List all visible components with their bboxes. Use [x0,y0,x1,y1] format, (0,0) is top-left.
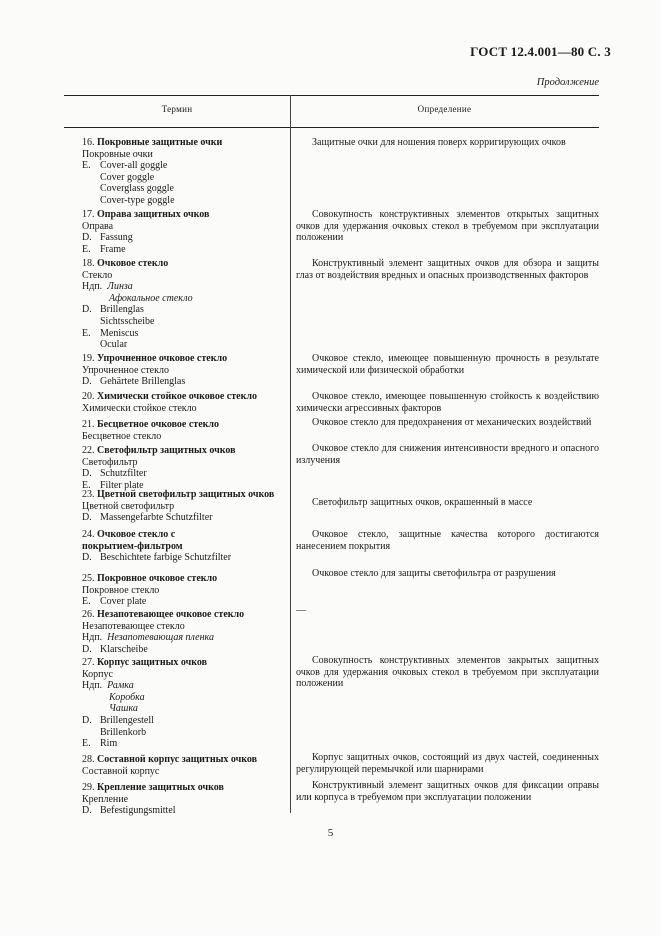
term-heading [82,137,288,149]
term-lang-label: E. [82,160,91,172]
term-line [82,316,288,328]
term-lang-label: E. [82,243,91,255]
term-heading [82,529,288,541]
term-line [82,281,288,293]
term-synonym: Cover-all goggle [100,160,168,172]
term-lang-label: D. [82,304,92,316]
term-synonym: Brillengestell [100,714,154,726]
term-number: 19. [82,353,95,364]
term-lang-label: E. [82,596,91,608]
term-entry [0,353,288,388]
term-lang-label: D. [82,714,92,726]
term-line [82,293,288,305]
term-entry [0,657,288,750]
term-lang-label: D. [82,376,92,388]
column-header-term: Термин [161,104,193,114]
term-heading [82,258,288,270]
term-line [82,244,288,256]
term-line [82,727,288,739]
term-number: 26. [82,609,95,620]
term-synonym: Химически стойкое стекло [82,402,197,414]
term-entry [0,609,288,655]
term-line [82,270,288,282]
term-synonym: Sichtsscheibe [100,315,155,327]
term-synonym: Rim [100,738,118,750]
definition-text: Совокупность конструктивных элементов открытых защитных очков для удержания очковых стекол в требуемом при эксплуатации положении [296,209,599,244]
definition-text: — [296,605,306,616]
term-synonym: Frame [100,243,126,255]
term-synonym: Meniscus [100,327,139,339]
term-synonym: Massengefarbte Schutzfilter [100,512,213,524]
definition-text: Конструктивный элемент защитных очков для обзора и защиты глаз от воздействия вредных и опасных производственных факторов [296,258,599,281]
term-synonym: Рамка [107,680,134,692]
definition-text: Защитные очки для ношения поверх корригирующих очков [312,137,566,148]
term-heading [82,754,288,766]
term-synonym: Чашка [109,703,138,715]
term-line [82,794,288,806]
term-synonym: Стекло [82,269,113,281]
definition-text: Конструктивный элемент защитных очков для фиксации оправы или корпуса в требуемом при эксплуатации положении [296,780,599,803]
term-line [82,339,288,351]
term-entry [0,754,288,777]
term-synonym: Корпус [82,668,113,680]
definition-text: Совокупность конструктивных элементов закрытых защитных очков для удержания очковых стекол в требуемом при эксплуатации положении [296,655,599,690]
table-top-rule [64,95,599,96]
term-line [82,680,288,692]
definition-text: Светофильтр защитных очков, окрашенный в массе [312,497,533,508]
term-number: 22. [82,445,95,456]
term-name: Бесцветное очковое стекло [97,419,220,430]
term-heading [82,419,288,431]
term-synonym: Cover-type goggle [100,194,175,206]
definition-text: Очковое стекло для предохранения от механических воздействий [312,417,592,428]
term-synonym: Незапотевающая пленка [107,632,214,644]
term-entry [0,209,288,255]
term-synonym: Beschichtete farbige Schutzfilter [100,552,232,564]
term-synonym: Незапотевающее стекло [82,620,185,632]
term-line [82,552,288,564]
term-name: Упрочненное очковое стекло [97,353,228,364]
term-synonym: Filter plate [100,479,144,491]
term-line [82,431,288,443]
term-synonym: Ocular [100,339,128,351]
term-synonym: Линза [107,281,133,293]
term-synonym: Coverglass goggle [100,183,174,195]
term-synonym: Brillenkorb [100,726,147,738]
page-number: 5 [327,827,334,839]
definition-text: Очковое стекло, имеющее повышенную стойкость к воздействию химически агрессивных факторов [296,391,599,414]
term-line [82,376,288,388]
term-number: 16. [82,137,95,148]
term-line [82,644,288,656]
term-lang-label: E. [82,738,91,750]
term-line [82,149,288,161]
term-synonym: Покровное стекло [82,584,160,596]
term-line [82,738,288,750]
term-line [82,195,288,207]
term-line [82,585,288,597]
term-synonym: Составной корпус [82,765,160,777]
page-header: ГОСТ 12.4.001—80 С. 3 [470,44,611,59]
term-number: 20. [82,391,95,402]
term-number: 17. [82,209,95,220]
term-line [82,766,288,778]
definition-text: Очковое стекло, имеющее повышенную прочность в результате химической или физической обработки [296,353,599,376]
term-synonym: Befestigungsmittel [100,805,176,817]
term-line [82,715,288,727]
term-entry [0,258,288,351]
term-line [82,232,288,244]
term-synonym: Светофильтр [82,456,138,468]
term-heading [82,353,288,365]
term-synonym: Упрочненное стекло [82,364,169,376]
term-lang-label: E. [82,327,91,339]
term-heading [82,391,288,403]
term-synonym: Klarscheibe [100,643,148,655]
term-name: Незапотевающее очковое стекло [97,609,245,620]
term-line [82,632,288,644]
term-line [82,328,288,340]
term-lang-label: D. [82,552,92,564]
definition-text: Корпус защитных очков, состоящий из двух частей, соединенных регулирующей перемычкой или шарнирами [296,752,599,775]
term-entry [0,445,288,491]
term-line [82,703,288,715]
term-heading [82,489,288,501]
term-heading [82,445,288,457]
term-synonym: Крепление [82,793,129,805]
term-line [82,221,288,233]
term-line [82,512,288,524]
term-line [82,365,288,377]
term-line [82,692,288,704]
column-separator [290,95,291,813]
term-heading [82,782,288,794]
term-name: Очковое стекло [97,258,169,269]
term-line [82,669,288,681]
term-number: 23. [82,489,95,500]
term-lang-label: Ндп. [82,680,103,692]
term-name: Оправа защитных очков [97,209,210,220]
term-number: 18. [82,258,95,269]
term-lang-label: D. [82,468,92,480]
table-header-rule [64,127,599,128]
term-line [82,501,288,513]
column-header-definition: Определение [417,104,472,114]
term-heading [82,209,288,221]
term-synonym: Коробка [109,691,145,703]
term-number: 21. [82,419,95,430]
term-synonym: Бесцветное стекло [82,430,162,442]
term-entry [0,782,288,817]
term-name: Цветной светофильтр защитных очков [97,489,275,500]
term-entry [0,391,288,414]
term-lang-label: D. [82,232,92,244]
term-lang-label: D. [82,643,92,655]
term-number: 24. [82,529,95,540]
term-entry [0,573,288,608]
term-heading [82,657,288,669]
term-synonym: Cover goggle [100,171,155,183]
term-line [82,403,288,415]
term-line [82,468,288,480]
term-line [82,621,288,633]
term-synonym: Gehärtete Brillenglas [100,376,186,388]
term-synonym: Цветной светофильтр [82,500,175,512]
term-line [82,160,288,172]
term-name: Крепление защитных очков [97,782,224,793]
term-heading [82,573,288,585]
term-name: Составной корпус защитных очков [97,754,258,765]
term-line [82,183,288,195]
term-entry [0,419,288,442]
term-line [82,457,288,469]
term-line [82,596,288,608]
term-name-continued: покрытием-фильтром [82,540,183,552]
continued-label: Продолжение [536,77,599,88]
term-number: 28. [82,754,95,765]
term-number: 29. [82,782,95,793]
term-heading [82,609,288,621]
term-name: Химически стойкое очковое стекло [97,391,257,402]
term-synonym: Fassung [100,232,133,244]
term-number: 25. [82,573,95,584]
definition-text: Очковое стекло для снижения интенсивности вредного и опасного излучения [296,443,599,466]
term-line [82,805,288,817]
term-line [82,172,288,184]
term-name: Светофильтр защитных очков [97,445,236,456]
term-entry [0,489,288,524]
term-name: Покровные защитные очки [97,137,223,148]
term-lang-label: Ндп. [82,632,103,644]
term-name: Покровное очковое стекло [97,573,218,584]
term-entry [0,137,288,207]
term-entry [0,529,288,564]
term-lang-label: D. [82,512,92,524]
term-name: Очковое стекло с [97,529,176,540]
term-synonym: Покровные очки [82,148,153,160]
definition-text: Очковое стекло для защиты светофильтра от разрушения [312,568,556,579]
term-synonym: Оправа [82,220,114,232]
term-synonym: Афокальное стекло [109,292,193,304]
term-line [82,304,288,316]
term-synonym: Brillenglas [100,304,144,316]
definition-text: Очковое стекло, защитные качества которого достигаются нанесением покрытия [296,529,599,552]
term-name: Корпус защитных очков [97,657,208,668]
term-lang-label: D. [82,805,92,817]
term-synonym: Cover plate [100,596,147,608]
term-synonym: Schutzfilter [100,468,147,480]
term-lang-label: Ндп. [82,281,103,293]
term-number: 27. [82,657,95,668]
term-lang-label: E. [82,479,91,491]
